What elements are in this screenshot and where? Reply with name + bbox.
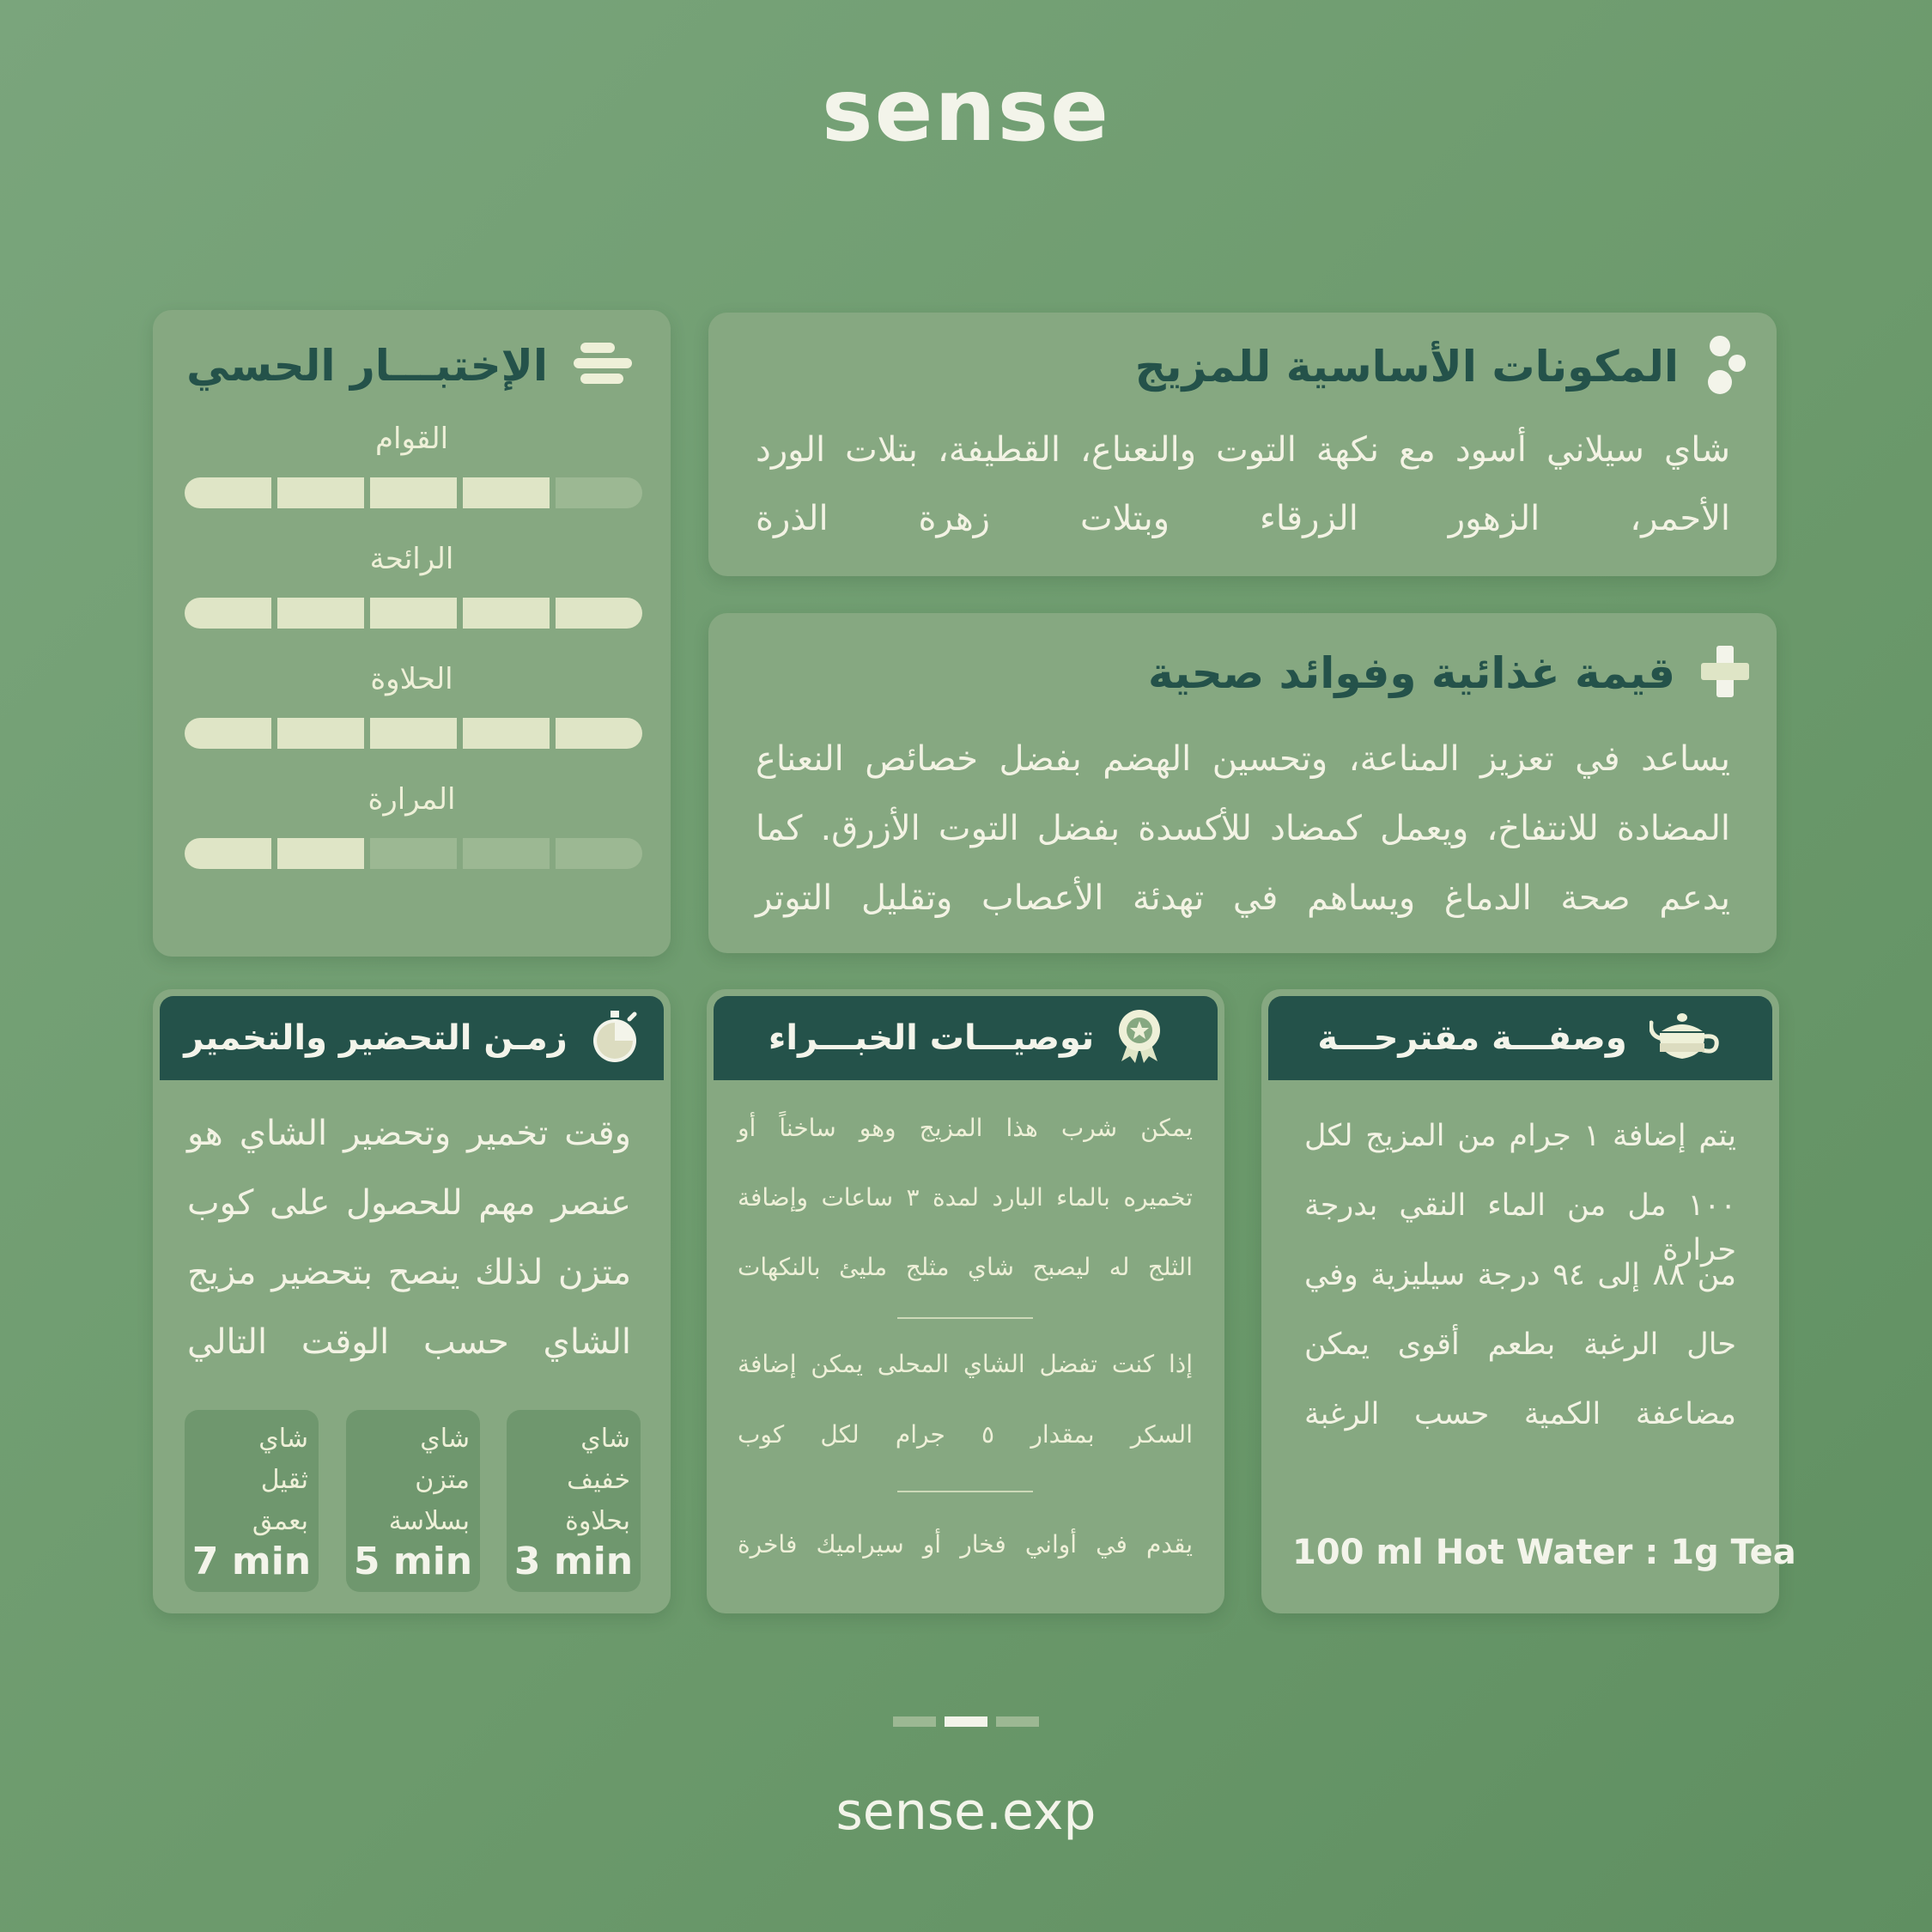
brew-time-heavy-line-2: ثقيل	[260, 1465, 308, 1495]
rating-segment	[463, 838, 550, 869]
brewing-line-1: وقت تخمير وتحضير الشاي هو	[187, 1114, 631, 1153]
rating-segment	[277, 477, 364, 508]
ingredients-line-2: الأحمر، الزهور الزرقاء وبتلات زهرة الذرة	[756, 499, 1730, 538]
recipe-line-1: يتم إضافة ١ جرام من المزيج لكل	[1304, 1119, 1736, 1153]
rating-segment	[463, 718, 550, 749]
experts-title: توصيـــات الخبـــراء	[768, 1018, 1095, 1058]
sensory-rating-bar	[185, 718, 642, 749]
recipe-title: وصفـــة مقترحـــة	[1317, 1018, 1627, 1058]
rating-segment	[185, 718, 271, 749]
rating-segment	[277, 838, 364, 869]
brew-time-light-minutes: 3 min	[513, 1540, 634, 1583]
rating-segment	[556, 838, 642, 869]
pagination-dot[interactable]	[893, 1716, 936, 1727]
recipe-ratio: 100 ml Hot Water : 1g Tea	[1292, 1533, 1796, 1572]
rating-segment	[185, 838, 271, 869]
experts-block1-line-1: يمكن شرب هذا المزيج وهو ساخناً أو	[738, 1114, 1193, 1142]
rating-segment	[556, 477, 642, 508]
sensory-rating-bar	[185, 838, 642, 869]
brew-time-heavy	[185, 1410, 319, 1592]
sensory-rating-bar	[185, 477, 642, 508]
rating-segment	[370, 477, 457, 508]
rating-segment	[463, 477, 550, 508]
rating-segment	[556, 598, 642, 629]
brew-time-light	[507, 1410, 641, 1592]
sensory-rating-bar	[185, 598, 642, 629]
recipe-card	[1261, 989, 1779, 1613]
nutrition-line-1: يساعد في تعزيز المناعة، وتحسين الهضم بفضل خصائص النعناع	[756, 739, 1730, 779]
brew-time-balanced-line-2: متزن	[415, 1465, 470, 1495]
recipe-line-5: مضاعفة الكمية حسب الرغبة	[1304, 1397, 1736, 1431]
ingredients-card	[708, 313, 1777, 576]
rating-segment	[277, 598, 364, 629]
experts-block1-line-2: تخميره بالماء البارد لمدة ٣ ساعات وإضافة	[738, 1183, 1193, 1212]
nutrition-line-2: المضادة للانتفاخ، ويعمل كمضاد للأكسدة بفضل التوت الأزرق. كما	[756, 809, 1730, 848]
sensory-title: الإختبـــار الحسي	[186, 341, 548, 391]
ingredients-header	[1135, 337, 1751, 397]
brew-time-balanced-minutes: 5 min	[353, 1540, 473, 1583]
recipe-header	[1268, 996, 1772, 1080]
rating-segment	[463, 598, 550, 629]
recipe-line-4: حال الرغبة بطعم أقوى يمكن	[1304, 1327, 1736, 1362]
brew-time-heavy-line-1: شاي	[258, 1424, 308, 1454]
pagination-dot[interactable]	[996, 1716, 1039, 1727]
brewing-header	[160, 996, 664, 1080]
award-ribbon-icon	[1116, 1008, 1163, 1068]
brew-time-balanced-line-1: شاي	[420, 1424, 470, 1454]
brewing-line-3: متزن لذلك ينصح بتحضير مزيج	[187, 1253, 631, 1292]
brew-time-heavy-line-3: بعمق	[252, 1506, 308, 1536]
nutrition-card	[708, 613, 1777, 953]
experts-block2-line-1: إذا كنت تفضل الشاي المحلى يمكن إضافة	[738, 1350, 1193, 1378]
nutrition-line-3: يدعم صحة الدماغ ويساهم في تهدئة الأعصاب وتقليل التوتر	[756, 878, 1730, 918]
ingredients-title: المكونات الأساسية للمزيج	[1134, 342, 1679, 392]
rating-segment	[370, 838, 457, 869]
sensory-header	[187, 336, 634, 396]
bars-icon	[572, 341, 634, 391]
rating-segment	[370, 718, 457, 749]
brew-time-light-line-3: بحلاوة	[565, 1506, 630, 1536]
brew-time-balanced	[346, 1410, 480, 1592]
brew-time-heavy-minutes: 7 min	[191, 1540, 312, 1583]
rating-segment	[185, 598, 271, 629]
recipe-line-3: من ٨٨ إلى ٩٤ درجة سيليزية وفي	[1304, 1258, 1736, 1292]
experts-block3-line-1: يقدم في أواني فخار أو سيراميك فاخرة	[738, 1530, 1193, 1558]
experts-block1-line-3: الثلج له ليصبح شاي مثلج مليئ بالنكهات	[738, 1253, 1193, 1281]
experts-divider-2	[897, 1491, 1033, 1492]
rating-segment	[277, 718, 364, 749]
brewing-line-2: عنصر مهم للحصول على كوب	[187, 1183, 631, 1223]
brew-time-balanced-line-3: بسلاسة	[388, 1506, 470, 1536]
ingredients-line-1: شاي سيلاني أسود مع نكهة التوت والنعناع، القطيفة، بتلات الورد	[756, 430, 1730, 470]
footer-handle: sense.exp	[835, 1782, 1097, 1842]
sensory-label: القوام	[374, 422, 449, 456]
pagination-dots	[893, 1716, 1039, 1727]
experts-header	[714, 996, 1218, 1080]
experts-card	[707, 989, 1224, 1613]
brand-logo: sense	[822, 60, 1110, 161]
experts-block2-line-2: السكر بمقدار ٥ جرام لكل كوب	[738, 1420, 1193, 1449]
brewing-title: زمـن التحضير والتخمير	[184, 1018, 568, 1058]
nutrition-title: قيمة غذائية وفوائد صحية	[1148, 648, 1675, 698]
stopwatch-icon	[590, 1009, 640, 1067]
sensory-card	[153, 310, 671, 957]
sensory-label: الرائحة	[369, 542, 454, 576]
sensory-label: الحلاوة	[370, 662, 453, 696]
sensory-label: المرارة	[368, 782, 456, 817]
experts-divider-1	[897, 1317, 1033, 1319]
brew-time-light-line-2: خفيف	[567, 1465, 630, 1495]
rating-segment	[185, 477, 271, 508]
brew-time-light-line-1: شاي	[580, 1424, 630, 1454]
nutrition-header	[1148, 643, 1751, 703]
recipe-line-2: ١٠٠ مل من الماء النقي بدرجة حرارة	[1304, 1188, 1736, 1267]
medical-cross-icon	[1699, 644, 1751, 702]
rating-segment	[556, 718, 642, 749]
teapot-icon	[1649, 1011, 1723, 1066]
brewing-line-4: الشاي حسب الوقت التالي	[187, 1322, 631, 1362]
rating-segment	[370, 598, 457, 629]
pagination-dot[interactable]	[945, 1716, 987, 1727]
dots-icon	[1703, 334, 1751, 399]
